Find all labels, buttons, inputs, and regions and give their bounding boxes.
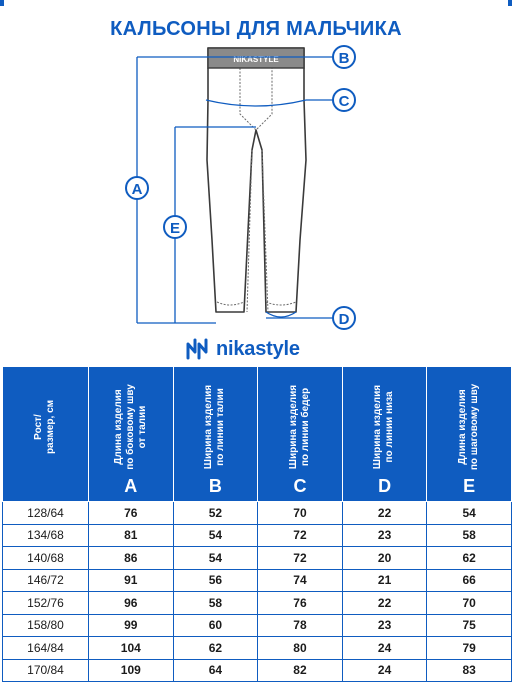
measurement-cell: 54 <box>173 547 258 570</box>
table-row <box>3 502 512 525</box>
brand-logo <box>186 336 300 362</box>
column-header-letter: D <box>378 476 392 496</box>
marker-b <box>333 46 355 68</box>
measurement-cell: 72 <box>258 524 343 547</box>
column-header-1 <box>89 367 174 502</box>
measurement-cell: 60 <box>173 614 258 637</box>
column-header-label: Ширина изделия по линии низа <box>372 384 396 470</box>
measurement-cell: 86 <box>89 547 174 570</box>
marker-e <box>164 216 186 238</box>
measurement-cell: 20 <box>342 547 427 570</box>
measurement-cell: 54 <box>173 524 258 547</box>
measurement-cell: 80 <box>258 637 343 660</box>
size-cell: 128/64 <box>3 502 89 525</box>
marker-a <box>126 177 148 199</box>
table-row <box>3 547 512 570</box>
measurement-cell: 62 <box>427 547 512 570</box>
measurement-cell: 74 <box>258 569 343 592</box>
size-cell: 140/68 <box>3 547 89 570</box>
measurement-cell: 62 <box>173 637 258 660</box>
marker-d-label: D <box>338 311 350 328</box>
table-body <box>3 502 512 682</box>
column-header-5 <box>427 367 512 502</box>
column-header-3 <box>258 367 343 502</box>
marker-c <box>333 89 355 111</box>
column-header-label: Рост/ размер, см <box>33 399 57 455</box>
column-header-label: Ширина изделия по линии бедер <box>287 384 311 470</box>
measurement-cell: 58 <box>427 524 512 547</box>
measurement-cell: 70 <box>427 592 512 615</box>
measurement-cell: 23 <box>342 614 427 637</box>
measurement-cell: 72 <box>258 547 343 570</box>
table-row <box>3 637 512 660</box>
table-row <box>3 659 512 682</box>
size-cell: 170/84 <box>3 659 89 682</box>
table-row <box>3 524 512 547</box>
measurement-cell: 58 <box>173 592 258 615</box>
measurement-cell: 21 <box>342 569 427 592</box>
size-cell: 164/84 <box>3 637 89 660</box>
measurement-cell: 24 <box>342 637 427 660</box>
measurement-cell: 79 <box>427 637 512 660</box>
measurement-cell: 66 <box>427 569 512 592</box>
table-row <box>3 569 512 592</box>
page-title: КАЛЬСОНЫ ДЛЯ МАЛЬЧИКА <box>110 18 402 40</box>
column-header-0 <box>3 367 89 502</box>
measurement-cell: 81 <box>89 524 174 547</box>
measurement-cell: 23 <box>342 524 427 547</box>
measurement-cell: 22 <box>342 502 427 525</box>
size-cell: 146/72 <box>3 569 89 592</box>
column-header-label: Длина изделия по боковому шву от талии <box>112 384 148 470</box>
column-header-letter: C <box>293 476 307 496</box>
size-diagram <box>0 40 512 340</box>
measurement-cell: 99 <box>89 614 174 637</box>
measurement-cell: 96 <box>89 592 174 615</box>
measurement-cell: 22 <box>342 592 427 615</box>
measurement-cell: 76 <box>89 502 174 525</box>
size-cell: 152/76 <box>3 592 89 615</box>
brand-name: nikastyle <box>216 337 300 360</box>
column-header-letter: A <box>124 476 138 496</box>
column-header-letter: B <box>208 476 222 496</box>
measurement-cell: 52 <box>173 502 258 525</box>
marker-d <box>333 307 355 329</box>
column-header-letter: E <box>463 476 476 496</box>
top-border <box>0 0 512 6</box>
marker-e-label: E <box>169 220 181 237</box>
measurement-cell: 104 <box>89 637 174 660</box>
marker-b-label: B <box>338 50 350 67</box>
measurement-cell: 70 <box>258 502 343 525</box>
table-row <box>3 592 512 615</box>
measurement-cell: 24 <box>342 659 427 682</box>
measurement-cell: 75 <box>427 614 512 637</box>
column-header-label: Длина изделия по шаговому шву <box>457 383 481 471</box>
waistband-brand: NIKASTYLE <box>233 55 279 64</box>
size-cell: 158/80 <box>3 614 89 637</box>
size-table <box>2 366 512 682</box>
column-header-label: Ширина изделия по линии талии <box>203 384 227 470</box>
marker-a-label: A <box>131 181 143 198</box>
measurement-cell: 109 <box>89 659 174 682</box>
measurement-cell: 64 <box>173 659 258 682</box>
measurement-cell: 76 <box>258 592 343 615</box>
column-header-4 <box>342 367 427 502</box>
table-row <box>3 614 512 637</box>
marker-c-label: C <box>338 93 350 110</box>
measurement-cell: 91 <box>89 569 174 592</box>
size-cell: 134/68 <box>3 524 89 547</box>
column-header-2 <box>173 367 258 502</box>
measurement-cell: 54 <box>427 502 512 525</box>
nikastyle-logo-icon <box>186 338 210 360</box>
measurement-cell: 83 <box>427 659 512 682</box>
measurement-cell: 82 <box>258 659 343 682</box>
measurement-cell: 78 <box>258 614 343 637</box>
pants-illustration <box>207 48 306 312</box>
table-header-row <box>3 367 512 502</box>
measurement-cell: 56 <box>173 569 258 592</box>
